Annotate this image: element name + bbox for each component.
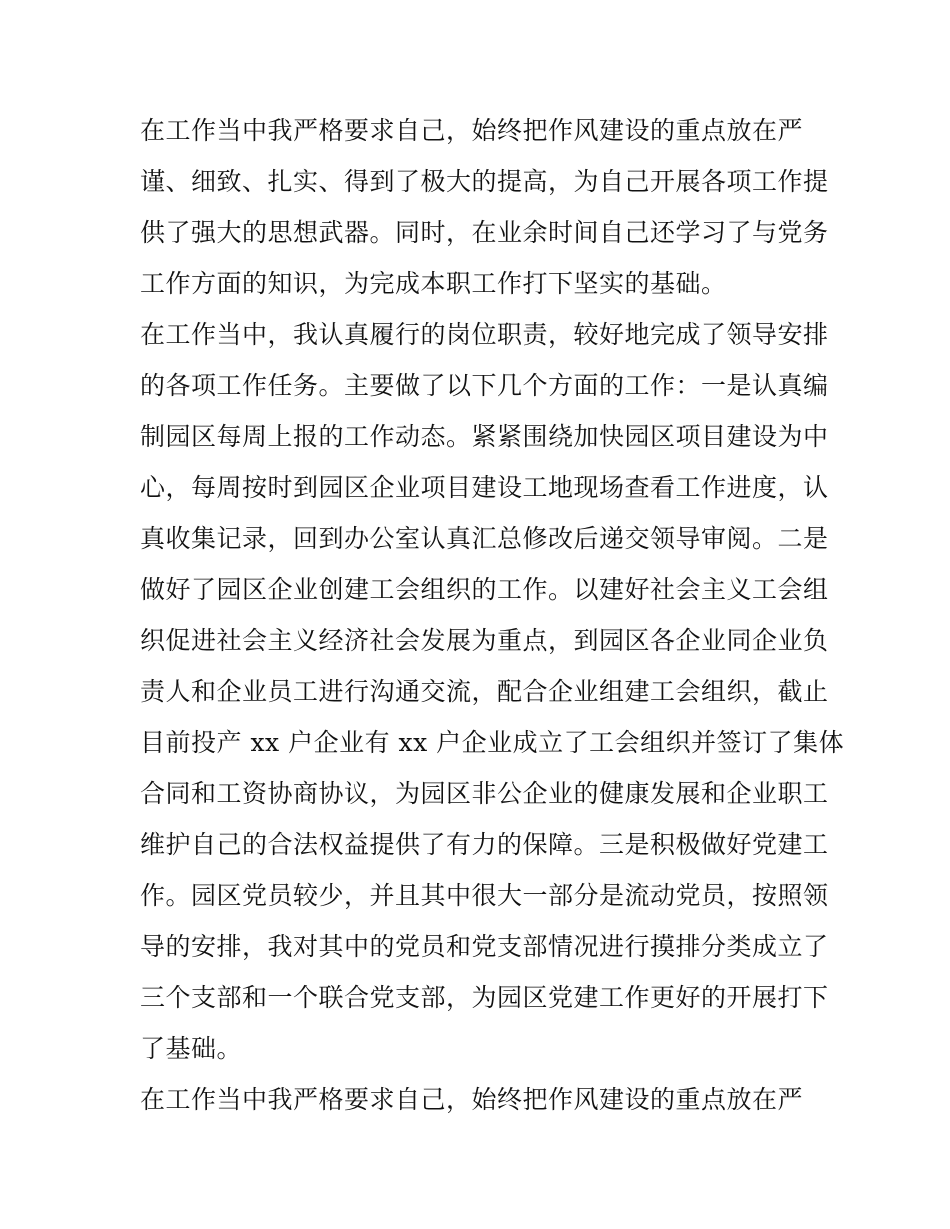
paragraph-2: [140, 309, 845, 1074]
paragraph-3: [140, 1074, 820, 1125]
text-line: 目前投产 xx 户企业有 xx 户企业成立了工会组织并签订了集体: [140, 728, 845, 757]
text-line: 做好了园区企业创建工会组织的工作。以建好社会主义工会组: [140, 575, 829, 604]
text-line: 责人和企业员工进行沟通交流，配合企业组建工会组织，截止: [140, 677, 829, 706]
text-line: 三个支部和一个联合党支部，为园区党建工作更好的开展打下: [140, 983, 829, 1012]
text-line: 制园区每周上报的工作动态。紧紧围绕加快园区项目建设为中: [140, 422, 829, 451]
text-line: 供了强大的思想武器。同时，在业余时间自己还学习了与党务: [140, 218, 829, 247]
text-line: 在工作当中，我认真履行的岗位职责，较好地完成了领导安排: [140, 320, 829, 349]
text-line: 织促进社会主义经济社会发展为重点，到园区各企业同企业负: [140, 626, 829, 655]
text-line: 心，每周按时到园区企业项目建设工地现场查看工作进度，认: [140, 473, 829, 502]
text-line: 作。园区党员较少，并且其中很大一部分是流动党员，按照领: [140, 881, 829, 910]
document-body: [140, 105, 845, 1125]
text-line: 了基础。: [140, 1034, 243, 1063]
text-line: 在工作当中我严格要求自己，始终把作风建设的重点放在严: [140, 1085, 804, 1114]
text-line: 真收集记录，回到办公室认真汇总修改后递交领导审阅。二是: [140, 524, 829, 553]
text-line: 工作方面的知识，为完成本职工作打下坚实的基础。: [140, 269, 727, 298]
paragraph-1: [140, 105, 829, 309]
text-line: 在工作当中我严格要求自己，始终把作风建设的重点放在严: [140, 116, 804, 145]
text-line: 导的安排，我对其中的党员和党支部情况进行摸排分类成立了: [140, 932, 829, 961]
text-line: 合同和工资协商协议，为园区非公企业的健康发展和企业职工: [140, 779, 829, 808]
text-line: 的各项工作任务。主要做了以下几个方面的工作：一是认真编: [140, 371, 829, 400]
text-line: 维护自己的合法权益提供了有力的保障。三是积极做好党建工: [140, 830, 829, 859]
text-line: 谨、细致、扎实、得到了极大的提高，为自己开展各项工作提: [140, 167, 829, 196]
